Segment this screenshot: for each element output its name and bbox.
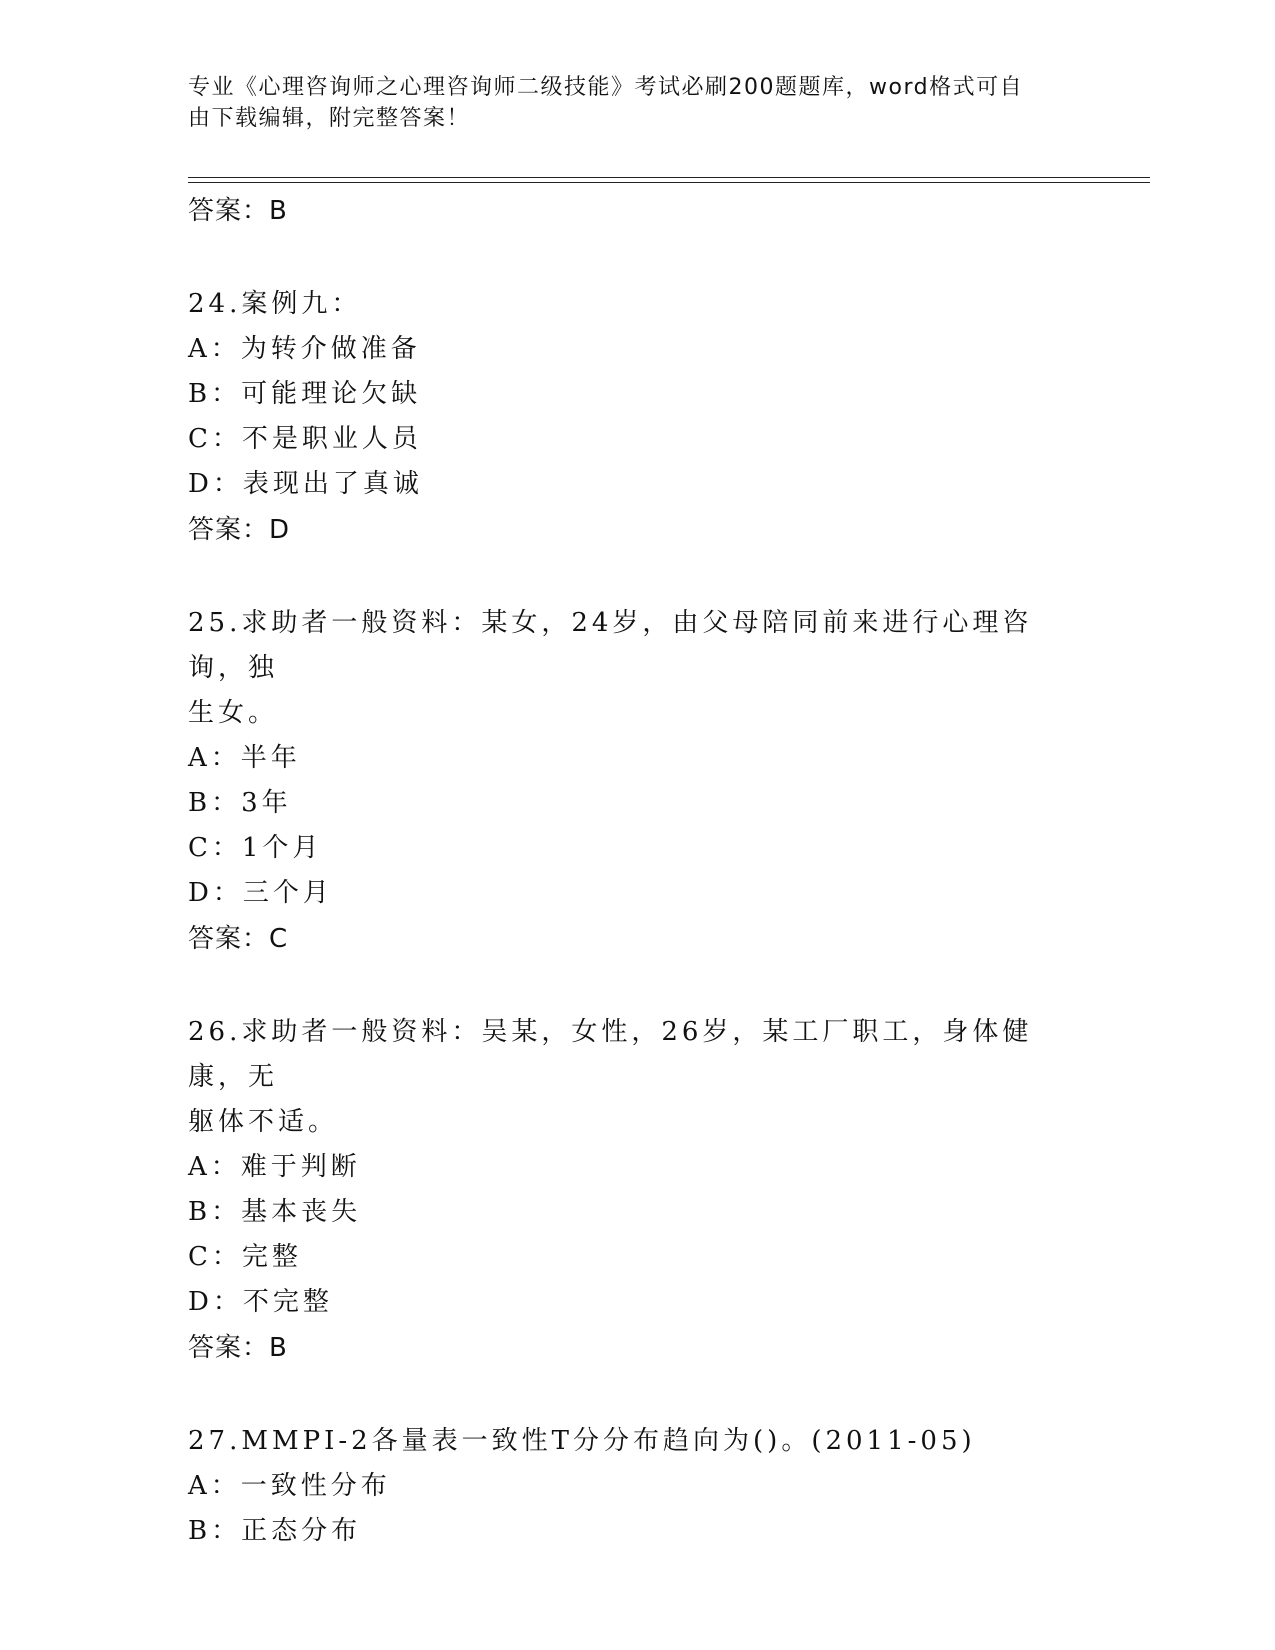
option-b: B：正态分布 xyxy=(188,1516,362,1546)
option-b: B：3年 xyxy=(188,788,292,818)
option-d: D：表现出了真诚 xyxy=(188,469,423,499)
header-divider-top xyxy=(188,177,1150,178)
answer-line: 答案：B xyxy=(188,196,288,226)
question-stem-continued: 生女。 xyxy=(188,698,279,728)
question-stem: 27.MMPI-2各量表一致性T分分布趋向为()。(2011-05) xyxy=(188,1426,976,1456)
question-stem-continued: 躯体不适。 xyxy=(188,1107,339,1137)
option-d: D：不完整 xyxy=(188,1287,333,1317)
option-a: A：半年 xyxy=(188,743,301,773)
question-block xyxy=(188,1419,1088,1554)
header-line-2: 由下载编辑，附完整答案！ xyxy=(188,106,471,131)
spacer xyxy=(188,962,1088,1010)
question-block xyxy=(188,1010,1088,1371)
option-a: A：一致性分布 xyxy=(188,1471,391,1501)
spacer xyxy=(188,234,1088,282)
answer-line: 答案：C xyxy=(188,924,289,954)
question-block xyxy=(188,282,1088,553)
option-b: B：可能理论欠缺 xyxy=(188,379,422,409)
question-stem: 26.求助者一般资料：吴某，女性，26岁，某工厂职工，身体健康，无 xyxy=(188,1017,1033,1092)
header-divider-bottom xyxy=(188,182,1150,183)
spacer xyxy=(188,1371,1088,1419)
question-stem: 24.案例九： xyxy=(188,289,362,319)
spacer xyxy=(188,553,1088,601)
answer-line: 答案：B xyxy=(188,1333,288,1363)
answer-line: 答案：D xyxy=(188,515,291,545)
question-stem: 25.求助者一般资料：某女，24岁，由父母陪同前来进行心理咨询，独 xyxy=(188,608,1033,683)
option-c: C：不是职业人员 xyxy=(188,424,422,454)
header-line-1: 专业《心理咨询师之心理咨询师二级技能》考试必刷200题题库，word格式可自 xyxy=(188,75,1024,100)
option-a: A：难于判断 xyxy=(188,1152,361,1182)
option-c: C：完整 xyxy=(188,1242,302,1272)
option-d: D：三个月 xyxy=(188,878,333,908)
option-c: C：1个月 xyxy=(188,833,323,863)
option-a: A：为转介做准备 xyxy=(188,334,421,364)
question-list xyxy=(188,188,1088,1554)
question-block xyxy=(188,601,1088,962)
document-header xyxy=(188,72,1068,134)
option-b: B：基本丧失 xyxy=(188,1197,362,1227)
